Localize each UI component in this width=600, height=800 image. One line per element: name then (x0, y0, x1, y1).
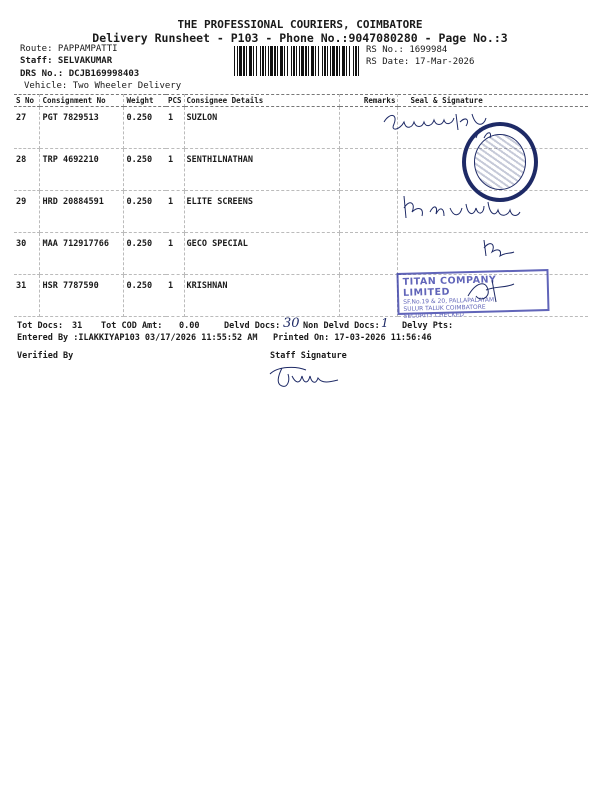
col-header-remarks: Remarks (340, 95, 398, 107)
row-consignment: TRP 4692210 (40, 149, 124, 191)
stamp-line-1: SF.No.19 & 20, PALLAPALAYAM (403, 296, 495, 306)
col-header-seal: Seal & Signature (398, 95, 588, 107)
row-remarks (340, 191, 398, 233)
tot-docs-label: Tot Docs: (17, 321, 64, 331)
page-title: THE PROFESSIONAL COURIERS, COIMBATORE (177, 18, 423, 31)
page-subtitle: Delivery Runsheet - P103 - Phone No.:9047080280 - Page No.:3 (92, 31, 508, 45)
vehicle-label: Vehicle: Two Wheeler Delivery (24, 81, 182, 91)
row-remarks (340, 149, 398, 191)
col-header-consignment: Consignment No (40, 95, 124, 107)
row-sno: 28 (14, 149, 40, 191)
row-sno: 27 (14, 107, 40, 149)
row-sno: 30 (14, 233, 40, 275)
delvd-docs-handwritten: 30 (283, 316, 300, 331)
row-consignee: SUZLON (184, 107, 340, 149)
delvy-pts-label: Delvy Pts: (402, 321, 454, 331)
row-pcs: 1 (166, 233, 184, 275)
row-weight: 0.250 (124, 191, 166, 233)
row-weight: 0.250 (124, 233, 166, 275)
row-consignment: PGT 7829513 (40, 107, 124, 149)
row-weight: 0.250 (124, 107, 166, 149)
row-consignee: GECO SPECIAL (184, 233, 340, 275)
row-pcs: 1 (166, 191, 184, 233)
row-seal (398, 233, 588, 275)
company-stamp (396, 269, 549, 320)
row-consignee: KRISHNAN (184, 275, 340, 317)
staff-signature-label: Staff Signature (270, 351, 347, 361)
row-weight: 0.250 (124, 275, 166, 317)
non-delvd-docs-label: Non Delvd Docs: (303, 321, 380, 331)
staff-label: Staff: SELVAKUMAR (20, 56, 113, 66)
row-consignee: ELITE SCREENS (184, 191, 340, 233)
entered-by-label: Entered By :ILAKKIYAP103 03/17/2026 11:55:52 AM (17, 333, 258, 343)
tot-cod-value: 0.00 (179, 321, 200, 331)
drs-label: DRS No.: DCJB169998403 (20, 69, 140, 79)
route-label: Route: PAPPAMPATTI (20, 44, 118, 54)
row-weight: 0.250 (124, 149, 166, 191)
row-consignee: SENTHILNATHAN (184, 149, 340, 191)
row-pcs: 1 (166, 149, 184, 191)
row-consignment: MAA 712917766 (40, 233, 124, 275)
row-consignment: HRD 20884591 (40, 191, 124, 233)
non-delvd-docs-handwritten: 1 (381, 316, 389, 330)
col-header-sno: S No (14, 95, 40, 107)
col-header-weight: Weight (124, 95, 166, 107)
row-remarks (340, 233, 398, 275)
row-pcs: 1 (166, 275, 184, 317)
stamp-line-2: SULUR TALUK COIMBATORE (403, 303, 486, 313)
row-consignment: HSR 7787590 (40, 275, 124, 317)
row-sno: 31 (14, 275, 40, 317)
col-header-pcs: PCS (166, 95, 184, 107)
circular-seal-stamp (462, 122, 538, 202)
tot-cod-label: Tot COD Amt: (101, 321, 163, 331)
stamp-line-3: SECURITY CHECKED (403, 311, 465, 320)
row-pcs: 1 (166, 107, 184, 149)
printed-on-label: Printed On: 17-03-2026 11:56:46 (273, 333, 432, 343)
rs-date-label: RS Date: 17-Mar-2026 (366, 57, 475, 67)
row-remarks (340, 275, 398, 317)
row-sno: 29 (14, 191, 40, 233)
delvd-docs-label: Delvd Docs: (224, 321, 281, 331)
staff-signature-ink (266, 362, 356, 390)
table-row (14, 233, 588, 275)
barcode-image (232, 46, 362, 76)
tot-docs-value: 31 (72, 321, 83, 331)
row-remarks (340, 107, 398, 149)
rs-number-label: RS No.: 1699984 (366, 45, 448, 55)
col-header-consignee: Consignee Details (184, 95, 340, 107)
verified-by-label: Verified By (17, 351, 74, 361)
stamp-company: TITAN COMPANY LIMITED (402, 274, 497, 299)
table-header-row (14, 95, 588, 107)
